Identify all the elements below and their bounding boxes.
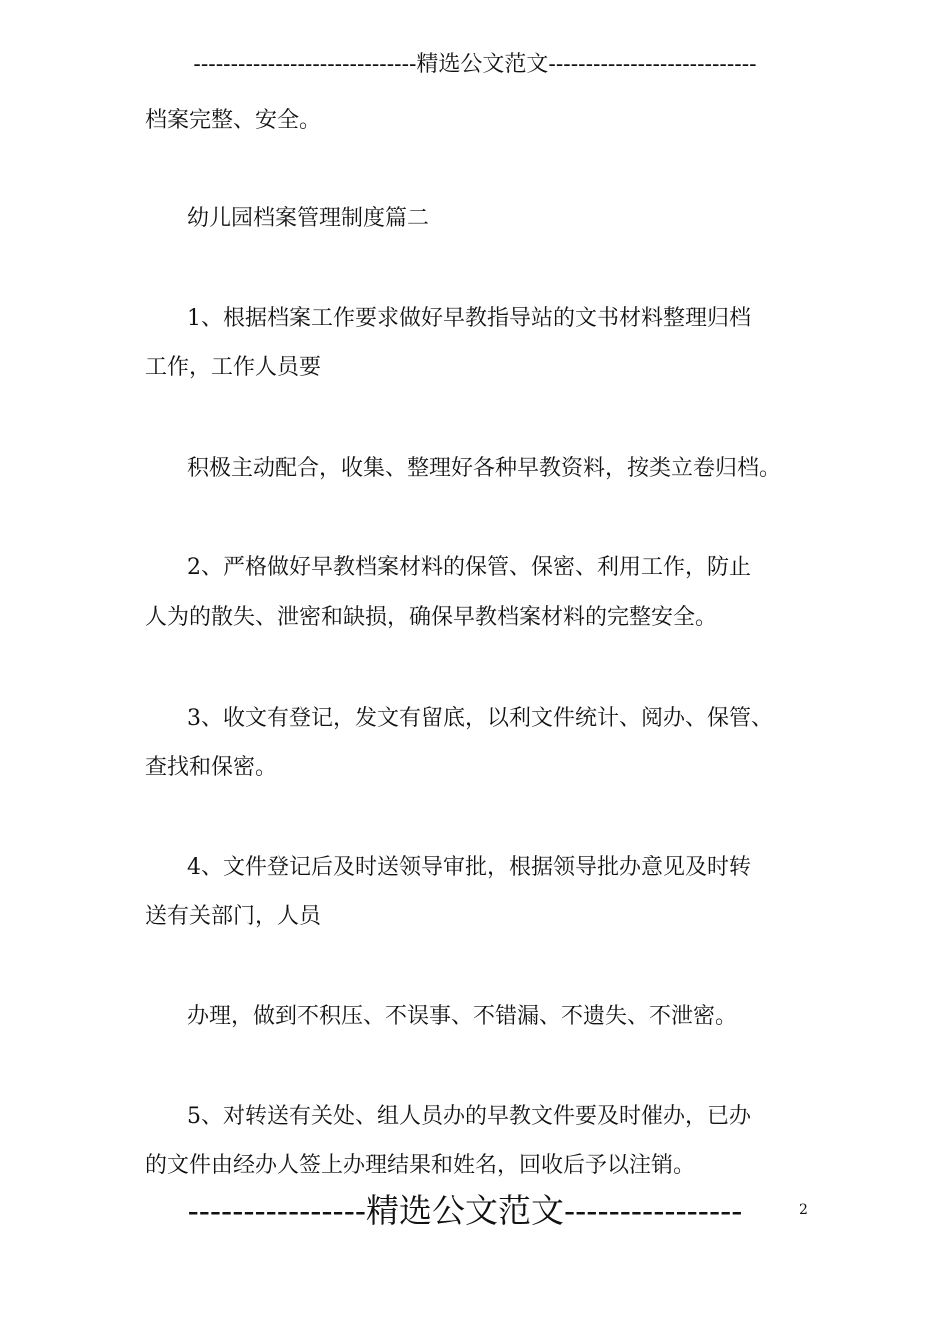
page-header: ------------------------------精选公文范文---------------------------- (193, 52, 757, 77)
page-footer: ----------------精选公文范文---------------- (187, 1191, 743, 1230)
body-line: 5、对转送有关处、组人员办的早教文件要及时催办，已办 (187, 1104, 751, 1129)
page-number: 2 (799, 1202, 808, 1218)
body-line: 工作，工作人员要 (145, 355, 322, 380)
body-line: 人为的散失、泄密和缺损，确保早教档案材料的完整安全。 (145, 605, 718, 630)
body-line: 1、根据档案工作要求做好早教指导站的文书材料整理归档 (187, 306, 751, 331)
body-line: 送有关部门，人员 (145, 904, 322, 929)
body-line: 的文件由经办人签上办理结果和姓名，回收后予以注销。 (145, 1153, 696, 1178)
body-line: 2、严格做好早教档案材料的保管、保密、利用工作，防止 (187, 555, 751, 580)
body-line: 积极主动配合，收集、整理好各种早教资料，按类立卷归档。 (187, 456, 782, 481)
body-line: 办理，做到不积压、不误事、不错漏、不遗失、不泄密。 (187, 1004, 738, 1029)
body-line: 4、文件登记后及时送领导审批，根据领导批办意见及时转 (187, 855, 751, 880)
body-line: 3、收文有登记，发文有留底，以利文件统计、阅办、保管、 (187, 706, 773, 731)
body-line: 档案完整、安全。 (145, 108, 322, 133)
body-line: 查找和保密。 (145, 755, 278, 780)
section-title: 幼儿园档案管理制度篇二 (187, 206, 430, 231)
